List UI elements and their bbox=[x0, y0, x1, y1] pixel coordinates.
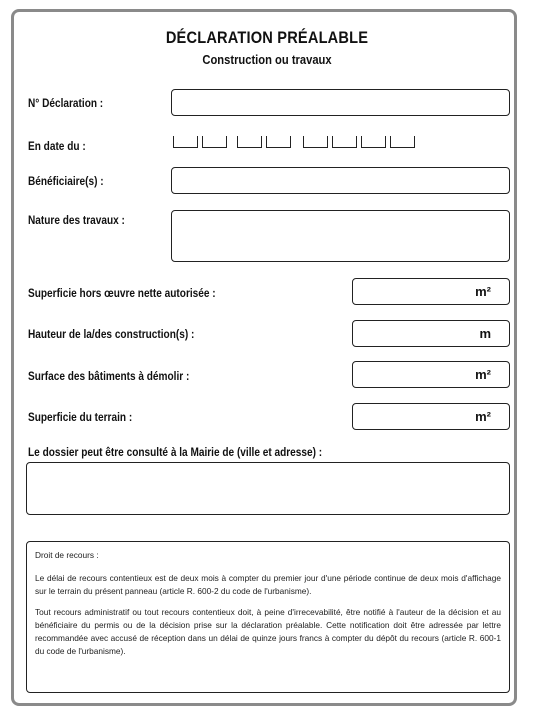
page-subtitle: Construction ou travaux bbox=[202, 52, 332, 67]
unit-square-meters: m² bbox=[475, 408, 491, 424]
notice-paragraph-1: Le délai de recours contentieux est de deux mois à compter du premier jour d'une période continue de deux mois d'affichage sur le terrain du présent panneau (article R. 600-2 du code de l'urbanisme). bbox=[35, 573, 501, 596]
page-title: DÉCLARATION PRÉALABLE bbox=[165, 28, 369, 47]
date-month-digit-1[interactable] bbox=[237, 136, 262, 148]
date-label: En date du : bbox=[28, 139, 86, 153]
unit-square-meters: m² bbox=[475, 283, 491, 299]
superficie-terrain-label: Superficie du terrain : bbox=[28, 410, 133, 424]
surface-demolir-field[interactable] bbox=[352, 361, 510, 388]
superficie-terrain-field[interactable] bbox=[352, 403, 510, 430]
declaration-number-field[interactable] bbox=[171, 89, 510, 116]
superficie-hors-oeuvre-label: Superficie hors œuvre nette autorisée : bbox=[28, 286, 216, 300]
unit-square-meters: m² bbox=[475, 366, 491, 382]
beneficiaires-field[interactable] bbox=[171, 167, 510, 194]
date-day-digit-1[interactable] bbox=[173, 136, 198, 148]
dossier-mairie-label: Le dossier peut être consulté à la Mairie de (ville et adresse) : bbox=[28, 445, 323, 459]
hauteur-field[interactable] bbox=[352, 320, 510, 347]
nature-travaux-field[interactable] bbox=[171, 210, 510, 262]
beneficiaires-label: Bénéficiaire(s) : bbox=[28, 174, 104, 188]
date-day-digit-2[interactable] bbox=[202, 136, 227, 148]
date-month-digit-2[interactable] bbox=[266, 136, 291, 148]
dossier-mairie-field[interactable] bbox=[26, 462, 510, 515]
hauteur-label: Hauteur de la/des construction(s) : bbox=[28, 327, 195, 341]
date-year-digit-4[interactable] bbox=[390, 136, 415, 148]
date-year-digit-2[interactable] bbox=[332, 136, 357, 148]
superficie-hors-oeuvre-field[interactable] bbox=[352, 278, 510, 305]
recours-notice bbox=[26, 541, 510, 693]
notice-heading: Droit de recours : bbox=[35, 550, 99, 560]
surface-demolir-label: Surface des bâtiments à démolir : bbox=[28, 369, 190, 383]
unit-meters: m bbox=[479, 325, 491, 341]
date-year-digit-3[interactable] bbox=[361, 136, 386, 148]
nature-travaux-label: Nature des travaux : bbox=[28, 213, 125, 227]
notice-paragraph-2: Tout recours administratif ou tout recours contentieux doit, à peine d'irrecevabilité, être notifié à l'auteur de la décision et au bénéficiaire du permis ou de la décision prise sur la déclaration préalable. Cette notification doit être adressée par lettre recommandée avec accusé de réception dans un délai de quinze jours francs à compter du dépôt du recours (article R. 600-1 du code de l'urbanisme). bbox=[35, 607, 501, 656]
declaration-number-label: N° Déclaration : bbox=[28, 96, 104, 110]
date-year-digit-1[interactable] bbox=[303, 136, 328, 148]
